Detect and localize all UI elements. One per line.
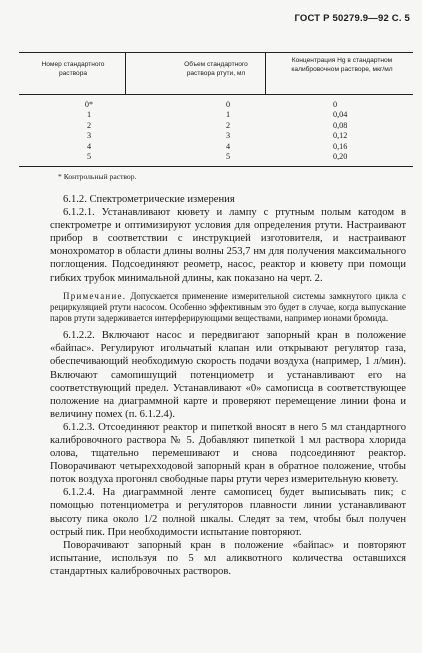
note <box>50 291 406 325</box>
paragraph: 6.1.2.3. Отсоединяют реактор и пипеткой вносят в него 5 мл стандартного калибровочного раствора № 5. Добавляют пипеткой 1 мл раствора хлорида олова, тщательно перемешивают и снова подсоединяют реактор. Поворачивают четырехходовой запорный кран в обратное положение, чтобы поток воздуха прогонял свободные пары ртути через измерительную кювету. <box>50 421 406 486</box>
table-cell: 0,04 <box>333 110 348 120</box>
table-cell: 0,16 <box>333 141 348 151</box>
table-cell: 3 <box>225 131 231 141</box>
note-text: Допускается применение измерительной системы замкнутого цикла с рециркуляцией ртути насосом. Особенно эффективным это будет в случае, когда выпускание паров ртути задерживается интерферирующими веществами, например ионами бромида. <box>50 290 406 324</box>
table-footnote: * Контрольный раствор. <box>58 172 137 181</box>
table-cell: 0* <box>84 100 94 109</box>
table-cell: 1 <box>86 110 92 120</box>
table-divider <box>265 52 266 94</box>
table-cell: 2 <box>86 120 92 130</box>
column-volume <box>219 100 237 162</box>
table-cell: 3 <box>86 131 92 141</box>
column-header: Объем стандартного раствора ртути, мл <box>184 61 248 77</box>
table-divider <box>125 52 126 94</box>
section-title: 6.1.2. Спектрометрические измерения <box>63 194 235 205</box>
paragraph: 6.1.2.2. Включают насос и передвигают запорный кран в положение «байпас». Регулируют игольчатый клапан или открывают регулятор газа, обеспечивающий необходимую скорость подачи воздуха (например, 1 л/мин). Включают самопишущий потенциометр и устанавливают его на соответствующий предел. Устанавливают «0» самописца в соответствующее положение на диаграммной карте и проверяют перемещение линии фона и величину помех (п. 6.1.2.4). <box>50 330 406 420</box>
column-solution-number <box>79 100 99 162</box>
table-cell: 0,12 <box>333 131 348 141</box>
table-cell: 0 <box>225 100 231 109</box>
table-top-rule <box>19 52 413 53</box>
paragraph: Поворачивают запорный кран в положение «байпас» и повторяют испытание, используя по 5 мл аликвотного количества оставшихся стандартных калибровочных растворов. <box>50 539 406 577</box>
column-concentration <box>333 100 373 162</box>
page-header: ГОСТ Р 50279.9—92 С. 5 <box>294 13 410 24</box>
table-cell: 1 <box>225 110 231 120</box>
table-cell: 2 <box>225 120 231 130</box>
column-header: Номер стандартного раствора <box>41 61 105 77</box>
table-cell: 0,20 <box>333 151 348 161</box>
table-cell: 5 <box>86 151 92 161</box>
table-cell: 4 <box>225 141 231 151</box>
paragraph: 6.1.2.1. Устанавливают кювету и лампу с ртутным полым катодом в спектрометре и оптимизируют условия для определения ртути. Настраивают прибор в соответствии с инструкцией изготовителя, и настраивают монохроматор в области длины волны 253,7 нм для получения максимального поглощения. Подсоединяют реометр, насос, реактор и кювету при помощи гибких трубок минимальной длины, как показано на черт. 2. <box>50 207 406 284</box>
table-bottom-rule <box>19 166 413 167</box>
table-cell: 4 <box>86 141 92 151</box>
table-header-rule <box>19 94 413 95</box>
note-label: Примечание. <box>63 290 127 301</box>
table-cell: 0,08 <box>333 120 348 130</box>
table-cell: 0 <box>333 100 338 109</box>
paragraph: 6.1.2.4. На диаграммной ленте самописец будет выписывать пик; с помощью потенциометра и регуляторов плавности линии устанавливают высоту пика около 1/2 полной шкалы. Следят за тем, чтобы был получен острый пик. При необходимости испытание повторяют. <box>50 487 406 538</box>
column-header: Концентрация Hg в стандартном калибровочном растворе, мкг/мл <box>291 57 393 73</box>
table-cell: 5 <box>225 151 231 161</box>
body-text <box>50 193 406 578</box>
